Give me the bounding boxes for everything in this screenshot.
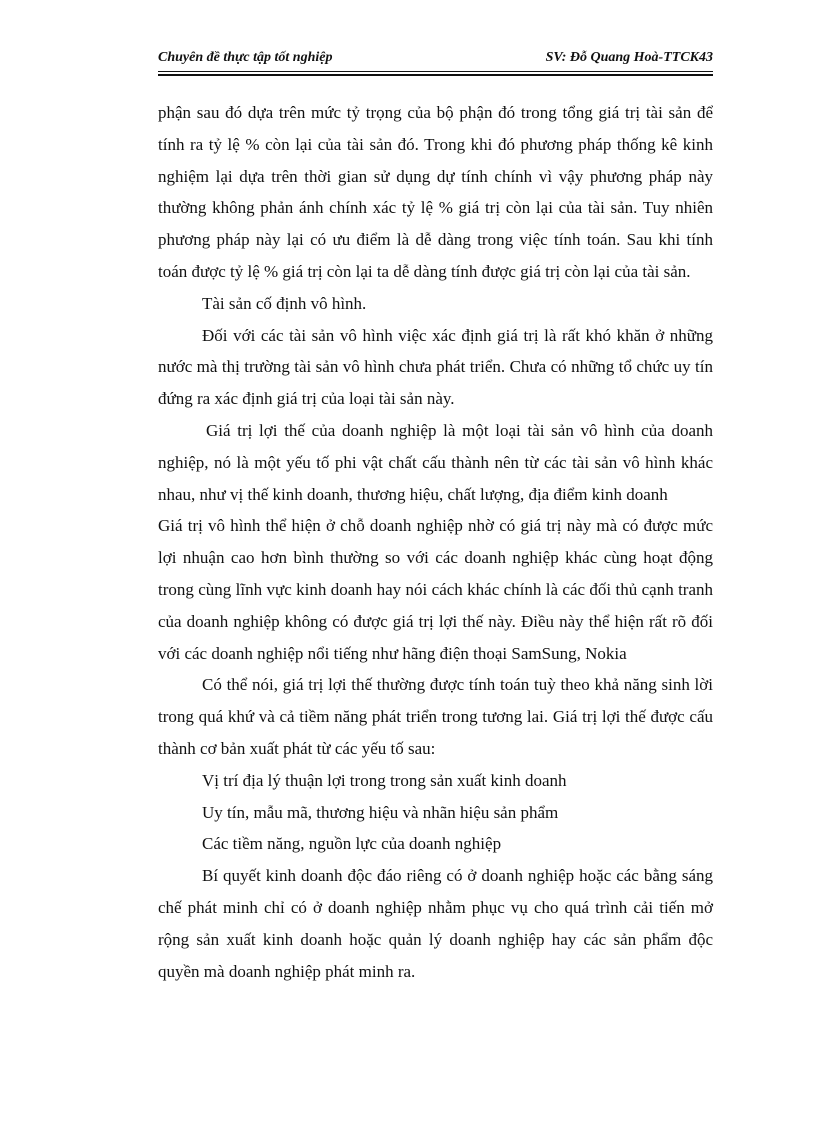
page-body [158,97,713,987]
page-header [158,48,713,70]
paragraph-intangible-heading: Tài sản cố định vô hình. [202,293,367,313]
header-author: SV: Đỗ Quang Hoà-TTCK43 [545,50,713,65]
paragraph-goodwill-definition: Giá trị lợi thế của doanh nghiệp là một loại tài sản vô hình của doanh nghiệp, nó là một yếu tố phi vật chất cấu thành nên từ các tài sản vô hình khác nhau, như vị thế kinh doanh, thương hiệu, chất lượng, địa điểm kinh doanh [158,420,713,504]
list-item-brand: Uy tín, mẫu mã, thương hiệu và nhãn hiệu sản phẩm [202,802,559,822]
paragraph-goodwill-components: Có thể nói, giá trị lợi thế thường được tính toán tuỳ theo khả năng sinh lời trong quá khứ và cả tiềm năng phát triển trong tương lai. Giá trị lợi thế được cấu thành cơ bản xuất phát từ các yếu tố sau: [158,675,713,758]
header-divider-thick [158,74,713,76]
list-item-location: Vị trí địa lý thuận lợi trong trong sản xuất kinh doanh [202,770,567,790]
list-item-resources: Các tiềm năng, nguồn lực của doanh nghiệp [202,834,502,854]
header-document-title: Chuyên đề thực tập tốt nghiệp [158,50,333,65]
list-item-know-how: Bí quyết kinh doanh độc đáo riêng có ở doanh nghiệp hoặc các bằng sáng chế phát minh chỉ có ở doanh nghiệp nhằm phục vụ cho quá trình cải tiến mở rộng sản xuất kinh doanh hoặc quản lý doanh nghiệp hay các sản phẩm độc quyền mà doanh nghiệp phát minh ra. [158,866,713,981]
header-divider-thin [158,71,713,72]
paragraph-continuation: phận sau đó dựa trên mức tỷ trọng của bộ phận đó trong tổng giá trị tài sản để tính ra tỷ lệ % còn lại của tài sản đó. Trong khi đó phương pháp thống kê kinh nghiệm lại dựa trên thời gian sử dụng dự tính chính vì vậy phương pháp này thường không phản ánh chính xác tỷ lệ % giá trị còn lại của tài sản. Tuy nhiên phương pháp này lại có ưu điểm là dễ dàng trong việc tính toán. Sau khi tính toán được tỷ lệ % giá trị còn lại ta dễ dàng tính được giá trị còn lại của tài sản. [158,103,713,281]
paragraph-intangible-valuation: Đối với các tài sản vô hình việc xác định giá trị là rất khó khăn ở những nước mà thị trường tài sản vô hình chưa phát triển. Chưa có những tổ chức uy tín đứng ra xác định giá trị của loại tài sản này. [158,325,713,409]
paragraph-goodwill-explanation: Giá trị vô hình thể hiện ở chỗ doanh nghiệp nhờ có giá trị này mà có được mức lợi nhuận cao hơn bình thường so với các doanh nghiệp khác cùng hoạt động trong cùng lĩnh vực kinh doanh hay nói cách khác chính là các đối thủ cạnh tranh của doanh nghiệp không có được giá trị lợi thế này. Điều này thể hiện rất rõ đối với các doanh nghiệp nổi tiếng như hãng điện thoại SamSung, Nokia [158,516,713,663]
